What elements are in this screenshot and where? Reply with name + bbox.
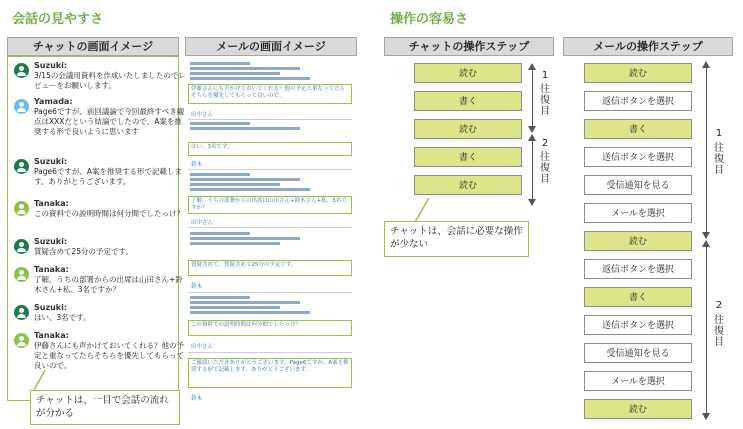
mail-step: 読む — [584, 231, 692, 251]
mail-body: ご確認いただきありがとうございます。Page6ですが、A案を推奨する形で記載します。ありがとうございます。 — [188, 358, 352, 388]
mail-step: 送信ボタンを選択 — [584, 147, 692, 167]
mail-separator — [188, 292, 352, 293]
mail-step: 受信通知を見る — [584, 343, 692, 363]
avatar-icon — [14, 201, 29, 216]
message-text: 了解。うちの部署からの出席は山田さん+鈴木さん+私、3名ですか？ — [34, 275, 183, 294]
mail-step: メールを選択 — [584, 203, 692, 223]
message-text: この資料での説明時間は何分間でしたっけ？ — [34, 209, 184, 218]
mail-round1-number: 1 — [715, 128, 723, 139]
chat-callout: チャットは、一目で会話の流れが分かる — [30, 390, 180, 425]
message-text: Page6ですが、前回議論で今回最終すべき観点はXXXだという結論でしたので、A案を推奨する形で良いように思います — [34, 107, 185, 136]
right-section-title: 操作の容易さ — [390, 12, 469, 27]
mail-header-block — [190, 62, 340, 82]
left-section-title: 会話の見やすさ — [12, 12, 104, 27]
message-sender: Suzuki: — [34, 237, 68, 246]
message-sender: Suzuki: — [34, 303, 68, 312]
mail-step: メールを選択 — [584, 371, 692, 391]
mail-body: この資料での説明時間は何分間でしたっけ？ — [188, 320, 352, 336]
message-sender: Tanaka: — [34, 199, 69, 208]
avatar-icon — [14, 267, 29, 282]
message-text: 3/15の会議用資料を作成いたしましたのでレビューをお願いします。 — [34, 71, 186, 90]
mail-step: 書く — [584, 287, 692, 307]
chat-image-header: チャットの画面イメージ — [7, 37, 179, 56]
message-sender: Tanaka: — [34, 265, 69, 274]
chat-step: 読む — [414, 63, 522, 83]
mail-steps-header: メールの操作ステップ — [563, 37, 733, 56]
mail-separator — [188, 352, 352, 353]
chat-round1-arrow — [532, 64, 533, 132]
chat-round1-number: 1 — [541, 70, 549, 81]
mail-separator — [188, 119, 352, 120]
chat-round2-number: 2 — [541, 138, 549, 149]
chat-steps-header: チャットの操作ステップ — [384, 37, 554, 56]
message-text: 伊藤さんにも声かけておいてくれる？他の予定と重なってたらそちらを優先してもらって良いので。 — [34, 341, 184, 370]
mail-step: 受信通知を見る — [584, 175, 692, 195]
steps-callout-pointer — [405, 196, 435, 224]
avatar-icon — [14, 305, 29, 320]
mail-header-block — [190, 173, 340, 193]
mail-round1-arrow — [706, 62, 707, 238]
mail-round2-label: 往復目 — [714, 315, 724, 348]
chat-step: 読む — [414, 175, 522, 195]
mail-signature: 鈴木 — [191, 162, 203, 168]
mail-step: 返信ボタンを選択 — [584, 91, 692, 111]
chat-round2-arrow — [532, 135, 533, 205]
mail-round2-arrow — [706, 241, 707, 419]
message-text: 質疑含めて25分の予定です。 — [34, 247, 133, 256]
mail-step: 読む — [584, 63, 692, 83]
mail-header-block — [190, 232, 340, 247]
chat-round1-label: 往復目 — [540, 84, 550, 117]
chat-step: 読む — [414, 119, 522, 139]
message-sender: Yamada: — [34, 97, 73, 106]
mail-step: 読む — [584, 399, 692, 419]
mail-body: 伊藤さんにも声かけておいてくれる？他の予定と重なってたらそちらを優先してもらって良いので。 — [188, 84, 352, 104]
mail-separator — [188, 227, 352, 228]
avatar-icon — [14, 239, 29, 254]
mail-separator — [188, 169, 352, 170]
mail-image-header: メールの画面イメージ — [185, 37, 357, 56]
mail-step: 返信ボタンを選択 — [584, 259, 692, 279]
chat-step: 書く — [414, 91, 522, 111]
mail-step: 書く — [584, 119, 692, 139]
chat-round2-label: 往復目 — [540, 152, 550, 185]
message-sender: Suzuki: — [34, 157, 68, 166]
avatar-icon — [14, 333, 29, 348]
mail-signature: 田中さん — [191, 220, 214, 226]
mail-round2-number: 2 — [715, 300, 723, 311]
mail-body: 了解。うちの部署からの出席は山田さん+鈴木さん+私、3名ですか？ — [188, 196, 352, 214]
mail-signature: 鈴木 — [191, 284, 203, 290]
mail-signature: 田中さん — [191, 112, 214, 118]
mail-signature: 田中さん — [191, 344, 214, 350]
mail-round1-label: 往復目 — [714, 143, 724, 176]
avatar-icon — [14, 159, 29, 174]
chat-panel — [7, 56, 186, 401]
mail-header-block — [190, 296, 340, 316]
message-sender: Suzuki: — [34, 61, 68, 70]
chat-step: 書く — [414, 147, 522, 167]
mail-panel — [185, 56, 357, 408]
mail-body: 質疑含めて、質疑含めて25分の予定です。 — [188, 260, 352, 276]
message-text: Page6ですが、A案を推奨する形で記載します。ありがとうございます。 — [34, 167, 183, 186]
mail-body: はい、3名です。 — [188, 142, 352, 156]
mail-step: 送信ボタンを選択 — [584, 315, 692, 335]
message-sender: Tanaka: — [34, 331, 69, 340]
mail-signature: 鈴木 — [191, 396, 203, 402]
steps-callout: チャットは、会話に必要な操作が少ない — [384, 221, 529, 257]
avatar-icon — [14, 99, 29, 114]
message-text: はい、3名です。 — [34, 313, 91, 322]
mail-header-block — [190, 122, 340, 132]
avatar-icon — [14, 63, 29, 78]
